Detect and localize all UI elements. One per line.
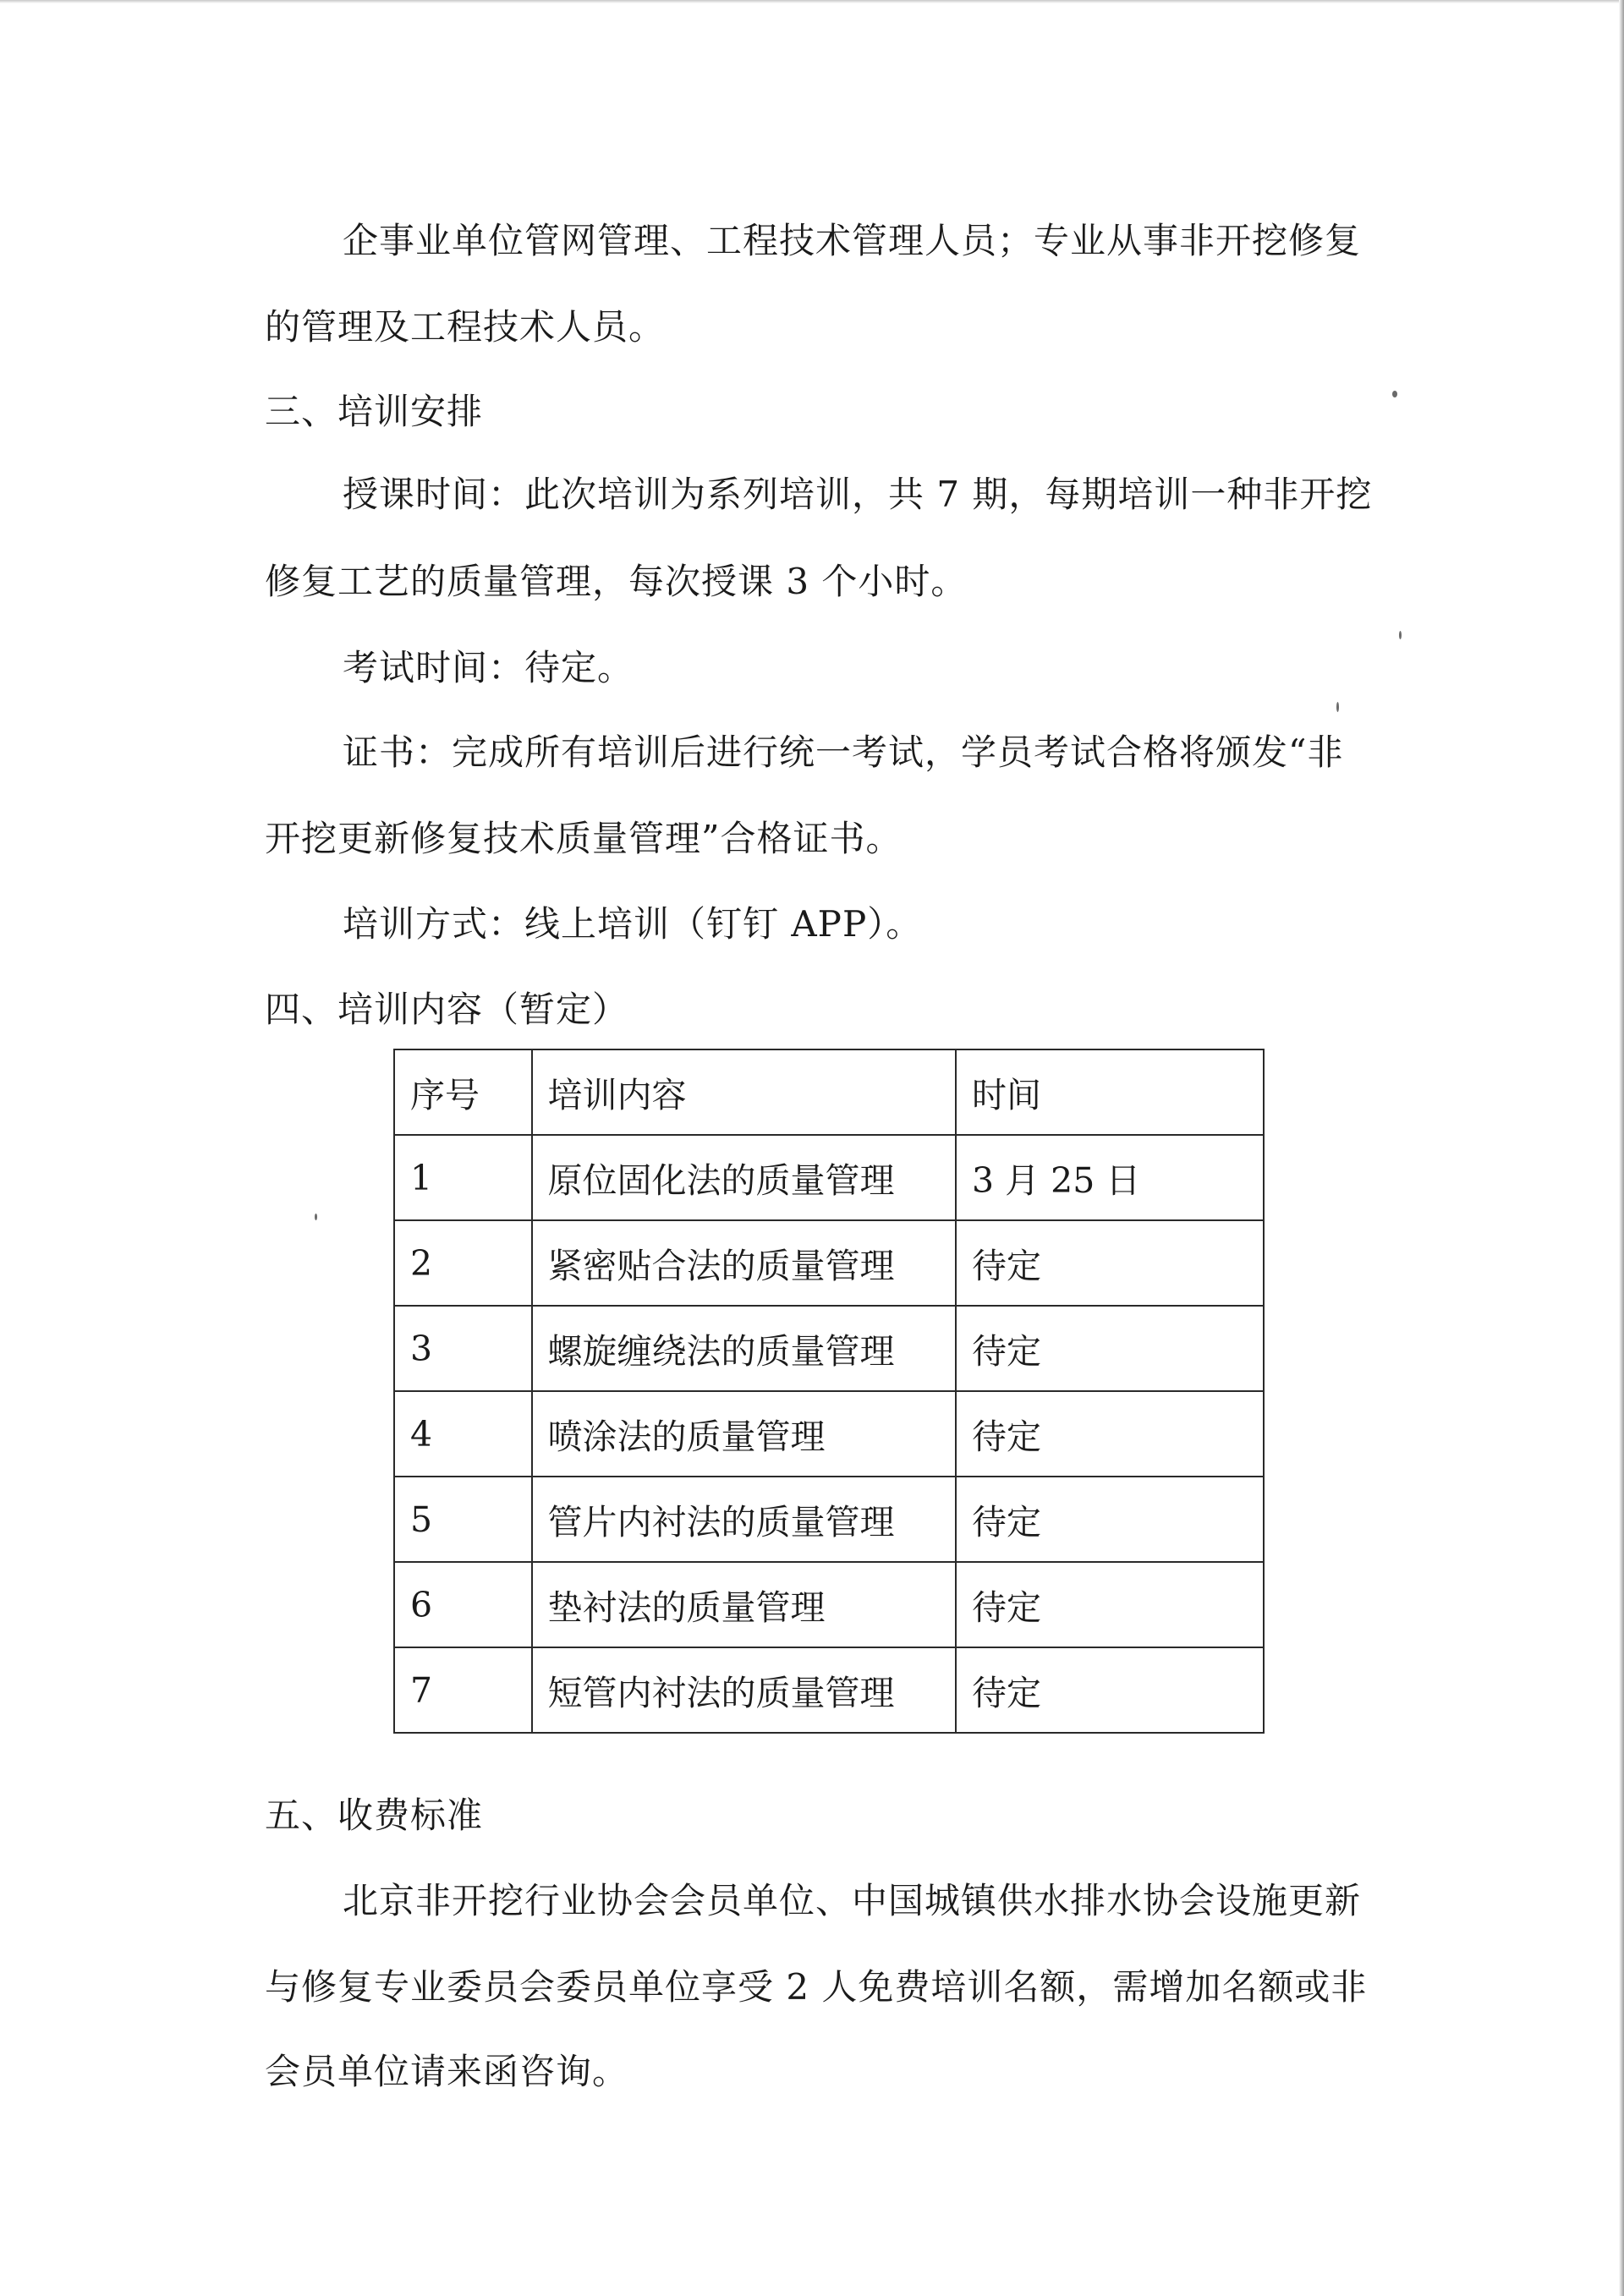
scan-top-edge xyxy=(0,0,1624,3)
table-header-cell: 培训内容 xyxy=(532,1049,956,1135)
table-cell-index: 4 xyxy=(394,1391,532,1477)
paragraph-certificate-line-1: 证书：完成所有培训后进行统一考试，学员考试合格将颁发“非 xyxy=(343,732,1344,773)
table-cell-content: 垫衬法的质量管理 xyxy=(532,1562,956,1647)
paragraph-fees-line-1: 北京非开挖行业协会会员单位、中国城镇供水排水协会设施更新 xyxy=(343,1880,1362,1921)
table-cell-index: 3 xyxy=(394,1306,532,1391)
table-cell-time: 待定 xyxy=(956,1220,1264,1306)
section-heading-4: 四、培训内容（暂定） xyxy=(265,989,629,1030)
table-cell-index: 2 xyxy=(394,1220,532,1306)
table-row xyxy=(394,1220,1264,1306)
paragraph-training-method: 培训方式：线上培训（钉钉 APP）。 xyxy=(343,903,923,945)
section-heading-3: 三、培训安排 xyxy=(265,391,484,432)
table-header-cell: 序号 xyxy=(394,1049,532,1135)
table-cell-index: 1 xyxy=(394,1135,532,1220)
table-row xyxy=(394,1135,1264,1220)
training-schedule-table xyxy=(393,1049,1265,1734)
table-cell-content: 管片内衬法的质量管理 xyxy=(532,1477,956,1562)
paragraph-schedule-line-2: 修复工艺的质量管理，每次授课 3 个小时。 xyxy=(265,561,968,602)
table-cell-time: 待定 xyxy=(956,1562,1264,1647)
scan-speck xyxy=(1392,391,1397,397)
paragraph-audience-line-2: 的管理及工程技术人员。 xyxy=(265,306,666,348)
table-cell-time: 待定 xyxy=(956,1647,1264,1733)
table-header-cell: 时间 xyxy=(956,1049,1264,1135)
paragraph-exam-time: 考试时间：待定。 xyxy=(343,647,634,688)
table-cell-content: 短管内衬法的质量管理 xyxy=(532,1647,956,1733)
scan-speck xyxy=(1399,631,1402,639)
section-heading-5: 五、收费标准 xyxy=(265,1795,484,1836)
table-cell-index: 7 xyxy=(394,1647,532,1733)
table-cell-time: 待定 xyxy=(956,1477,1264,1562)
table-cell-content: 紧密贴合法的质量管理 xyxy=(532,1220,956,1306)
paragraph-audience-line-1: 企事业单位管网管理、工程技术管理人员；专业从事非开挖修复 xyxy=(343,220,1362,261)
table-cell-index: 6 xyxy=(394,1562,532,1647)
table-row xyxy=(394,1477,1264,1562)
paragraph-schedule-line-1: 授课时间：此次培训为系列培训，共 7 期，每期培训一种非开挖 xyxy=(343,474,1373,515)
table-row xyxy=(394,1647,1264,1733)
table-cell-content: 喷涂法的质量管理 xyxy=(532,1391,956,1477)
table-cell-content: 原位固化法的质量管理 xyxy=(532,1135,956,1220)
table-row xyxy=(394,1562,1264,1647)
paragraph-fees-line-3: 会员单位请来函咨询。 xyxy=(265,2051,629,2092)
table-row xyxy=(394,1391,1264,1477)
paragraph-certificate-line-2: 开挖更新修复技术质量管理”合格证书。 xyxy=(265,818,903,859)
scan-right-edge xyxy=(1619,0,1624,2296)
table-row xyxy=(394,1306,1264,1391)
table-cell-content: 螺旋缠绕法的质量管理 xyxy=(532,1306,956,1391)
table-cell-index: 5 xyxy=(394,1477,532,1562)
table-header-row xyxy=(394,1049,1264,1135)
table-cell-time: 待定 xyxy=(956,1306,1264,1391)
scan-speck xyxy=(1336,702,1339,712)
paragraph-fees-line-2: 与修复专业委员会委员单位享受 2 人免费培训名额，需增加名额或非 xyxy=(265,1966,1368,2008)
table-cell-time: 3 月 25 日 xyxy=(956,1135,1264,1220)
table-cell-time: 待定 xyxy=(956,1391,1264,1477)
scan-speck xyxy=(315,1214,317,1220)
